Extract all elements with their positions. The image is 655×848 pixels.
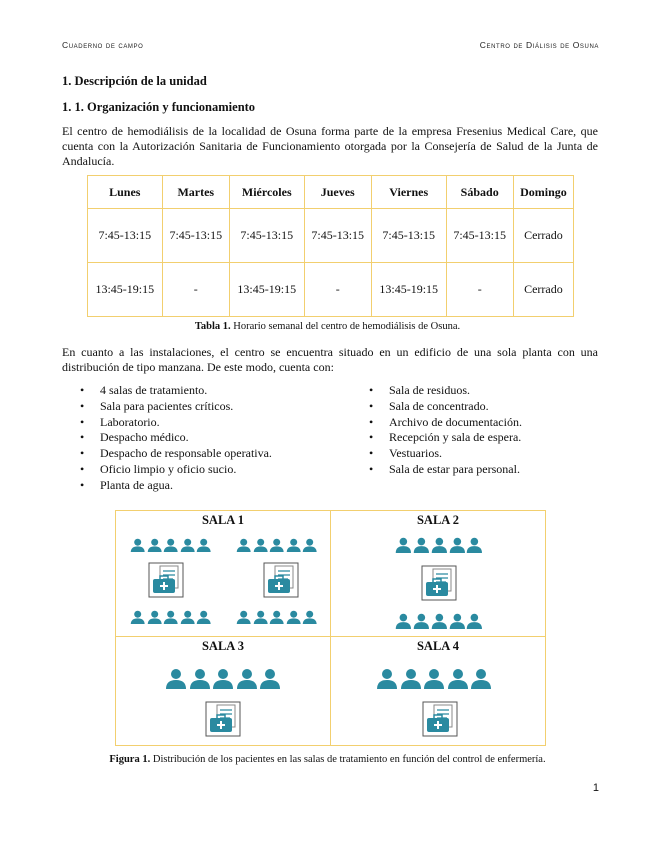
figure-caption-label: Figura 1.	[109, 754, 151, 765]
patient-icon	[302, 538, 317, 553]
facility-item: • 4 salas de tratamiento.	[80, 383, 350, 399]
intro-paragraph: El centro de hemodiálisis de la localidad de Osuna forma parte de la empresa Fresenius Medical Care, que cuenta con la Autorización Sanitaria de Funcionamiento otorgada por la Consejería de Salud de la Junta de Andalucía.	[62, 124, 598, 169]
section-title: 1. Descripción de la unidad	[62, 74, 207, 88]
nursing-station-icon	[148, 562, 184, 598]
patient-icon	[147, 538, 162, 553]
room-4	[330, 636, 546, 746]
patient-icon	[180, 610, 195, 625]
patient-icon	[400, 668, 422, 689]
patient-icon	[395, 613, 412, 629]
patient-icon	[286, 538, 301, 553]
schedule-cell: 7:45-13:15	[304, 209, 371, 263]
schedule-day-header: Viernes	[371, 176, 446, 209]
facility-item: • Sala de estar para personal.	[369, 462, 599, 478]
page-number: 1	[592, 782, 599, 794]
schedule-cell: 7:45-13:15	[371, 209, 446, 263]
rooms-figure	[115, 510, 546, 746]
patient-icon	[449, 613, 466, 629]
patient-icon	[466, 613, 483, 629]
patient-icon	[253, 610, 268, 625]
schedule-day-header: Jueves	[304, 176, 371, 209]
facility-item: • Planta de agua.	[80, 478, 350, 494]
header-right: Centro de Diálisis de Osuna	[479, 40, 599, 50]
patient-icon	[449, 537, 466, 553]
patient-icon	[147, 610, 162, 625]
schedule-cell: -	[446, 263, 513, 317]
facility-item: • Archivo de documentación.	[369, 415, 599, 431]
schedule-cell: -	[162, 263, 229, 317]
patient-icon	[130, 610, 145, 625]
patient-icon	[470, 668, 492, 689]
schedule-cell: Cerrado	[513, 209, 573, 263]
facility-item: • Despacho médico.	[80, 430, 350, 446]
section-subtitle: 1. 1. Organización y funcionamiento	[62, 100, 256, 114]
schedule-cell: 7:45-13:15	[446, 209, 513, 263]
schedule-row	[88, 209, 574, 263]
room-title: SALA 2	[416, 513, 460, 527]
patient-icon	[447, 668, 469, 689]
figure-caption	[0, 754, 655, 765]
nursing-station-icon	[421, 565, 457, 601]
patient-icon	[395, 537, 412, 553]
facilities-list-right	[369, 383, 599, 478]
schedule-cell: 7:45-13:15	[229, 209, 304, 263]
schedule-day-header: Lunes	[88, 176, 163, 209]
patient-icon	[236, 668, 258, 689]
table-caption-text: Horario semanal del centro de hemodiálisis de Osuna.	[230, 321, 461, 332]
patient-icon	[302, 610, 317, 625]
patient-icon	[413, 613, 430, 629]
patient-icon	[180, 538, 195, 553]
patient-icon	[163, 538, 178, 553]
nursing-station-icon	[422, 701, 458, 737]
patient-icon	[253, 538, 268, 553]
patient-icon	[376, 668, 398, 689]
table-caption-label: Tabla 1.	[194, 321, 231, 332]
patient-icon	[212, 668, 234, 689]
patient-icon	[163, 610, 178, 625]
schedule-cell: 13:45-19:15	[88, 263, 163, 317]
patient-icon	[189, 668, 211, 689]
patient-icon	[196, 610, 211, 625]
schedule-header-row	[88, 176, 574, 209]
patient-icon	[286, 610, 301, 625]
patient-icon	[196, 538, 211, 553]
patient-icon	[269, 610, 284, 625]
schedule-cell: 13:45-19:15	[229, 263, 304, 317]
schedule-day-header: Miércoles	[229, 176, 304, 209]
patient-icon	[413, 537, 430, 553]
patient-icon	[431, 537, 448, 553]
facility-item: • Sala para pacientes críticos.	[80, 399, 350, 415]
room-title: SALA 1	[201, 513, 245, 527]
room-2	[330, 510, 546, 637]
patient-icon	[259, 668, 281, 689]
patient-icon	[423, 668, 445, 689]
schedule-cell: 7:45-13:15	[88, 209, 163, 263]
facility-item: • Recepción y sala de espera.	[369, 430, 599, 446]
schedule-row	[88, 263, 574, 317]
figure-caption-text: Distribución de los pacientes en las salas de tratamiento en función del control de enfermería.	[150, 754, 546, 765]
facilities-paragraph: En cuanto a las instalaciones, el centro se encuentra situado en un edificio de una sola planta con una distribución de tipo manzana. De este modo, cuenta con:	[62, 345, 598, 375]
facility-item: • Oficio limpio y oficio sucio.	[80, 462, 350, 478]
schedule-cell: Cerrado	[513, 263, 573, 317]
schedule-cell: 13:45-19:15	[371, 263, 446, 317]
patient-icon	[165, 668, 187, 689]
facilities-list-left	[80, 383, 350, 494]
schedule-cell: -	[304, 263, 371, 317]
patient-icon	[130, 538, 145, 553]
schedule-day-header: Sábado	[446, 176, 513, 209]
schedule-day-header: Domingo	[513, 176, 573, 209]
patient-icon	[269, 538, 284, 553]
room-1	[115, 510, 331, 637]
schedule-day-header: Martes	[162, 176, 229, 209]
facility-item: • Despacho de responsable operativa.	[80, 446, 350, 462]
facility-item: • Sala de concentrado.	[369, 399, 599, 415]
facility-item: • Vestuarios.	[369, 446, 599, 462]
table-caption	[0, 321, 655, 332]
facility-item: • Laboratorio.	[80, 415, 350, 431]
patient-icon	[466, 537, 483, 553]
schedule-table	[87, 175, 574, 317]
room-title: SALA 3	[201, 639, 245, 653]
patient-icon	[236, 610, 251, 625]
patient-icon	[236, 538, 251, 553]
header-left: Cuaderno de campo	[62, 40, 144, 50]
nursing-station-icon	[205, 701, 241, 737]
facility-item: • Sala de residuos.	[369, 383, 599, 399]
patient-icon	[431, 613, 448, 629]
nursing-station-icon	[263, 562, 299, 598]
room-title: SALA 4	[416, 639, 460, 653]
room-3	[115, 636, 331, 746]
schedule-cell: 7:45-13:15	[162, 209, 229, 263]
